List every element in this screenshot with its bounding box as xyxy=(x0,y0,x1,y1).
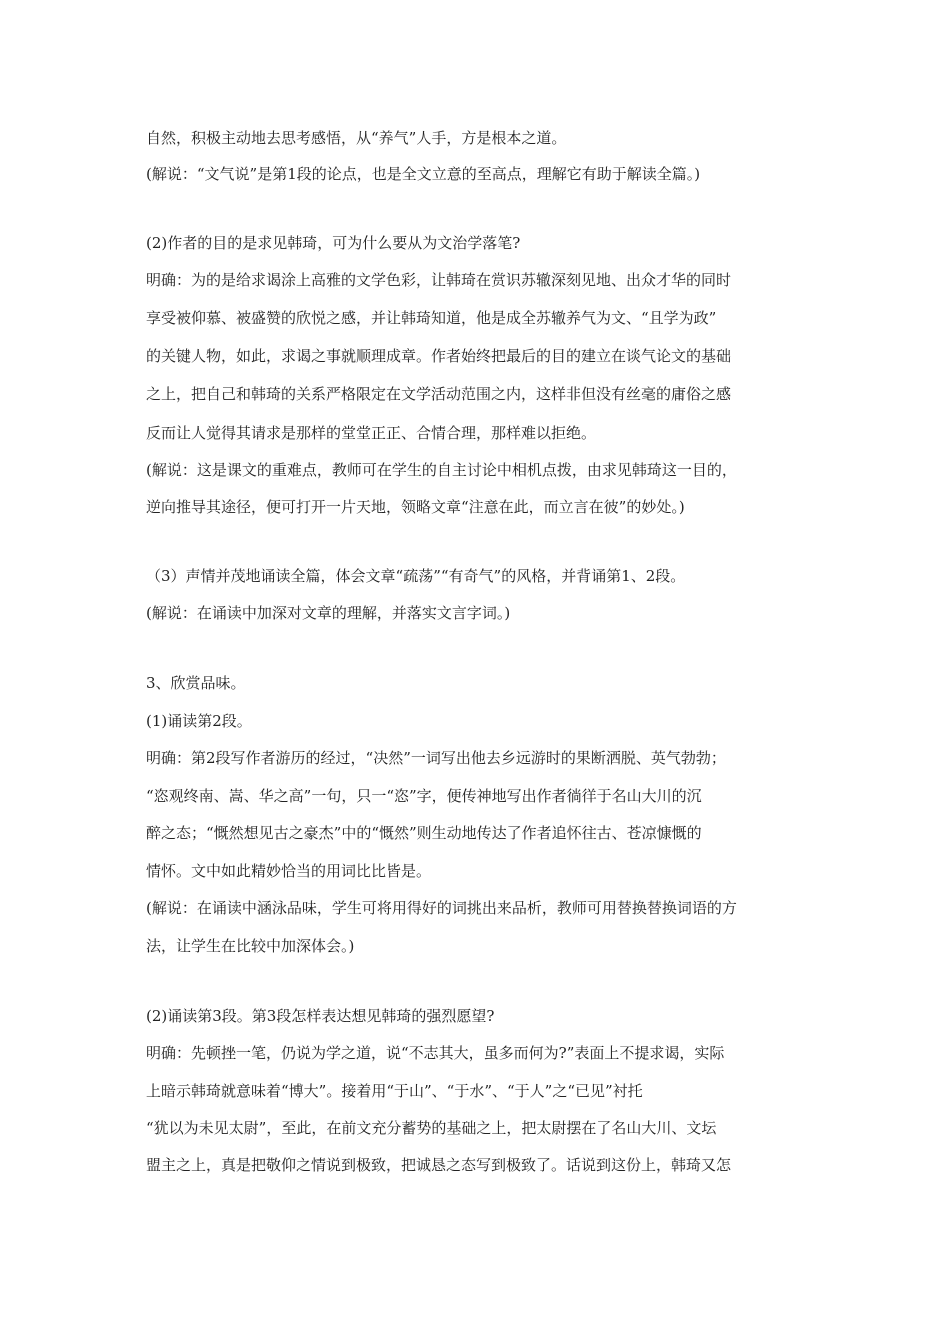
answer-line: 明确：为的是给求谒涂上高雅的文学色彩，让韩琦在赏识苏辙深刻见地、出众才华的同时 xyxy=(146,271,732,289)
answer-line: 反而让人觉得其请求是那样的堂堂正正、合情合理，那样难以拒绝。 xyxy=(146,424,597,442)
answer-line: 的关键人物，如此，求谒之事就顺理成章。作者始终把最后的目的建立在谈气论文的基础 xyxy=(146,347,732,365)
question-line: (2)作者的目的是求见韩琦，可为什么要从为文治学落笔? xyxy=(146,234,521,252)
question-line: （3）声情并茂地诵读全篇，体会文章“疏荡”“有奇气”的风格，并背诵第1、2段。 xyxy=(146,567,686,585)
text-line: 自然，积极主动地去思考感悟，从“养气”人手，方是根本之道。 xyxy=(146,129,567,147)
answer-line: 明确：先顿挫一笔，仍说为学之道，说“不志其大，虽多而何为?”表面上不提求谒，实际 xyxy=(146,1044,725,1062)
answer-line: 上暗示韩琦就意味着“博大”。接着用“于山”、“于水”、“于人”之“已见”衬托 xyxy=(146,1082,643,1100)
commentary-line: (解说：在诵读中加深对文章的理解，并落实文言字词。) xyxy=(146,604,511,622)
section-heading: 3、欣赏品味。 xyxy=(146,674,246,692)
commentary-line: (解说：这是课文的重难点，教师可在学生的自主讨论中相机点拨，由求见韩琦这一目的， xyxy=(146,461,737,479)
answer-line: “犹以为未见太尉”，至此，在前文充分蓄势的基础之上，把太尉摆在了名山大川、文坛 xyxy=(146,1119,717,1137)
answer-line: “恣观终南、嵩、华之高”一句，只一“恣”字，便传神地写出作者徜徉于名山大川的沉 xyxy=(146,787,702,805)
question-line: (2)诵读第3段。第3段怎样表达想见韩琦的强烈愿望? xyxy=(146,1007,495,1025)
commentary-line: (解说：在诵读中涵泳品味，学生可将用得好的词挑出来品析，教师可用替换替换词语的方 xyxy=(146,899,737,917)
answer-line: 享受被仰慕、被盛赞的欣悦之感，并让韩琦知道，他是成全苏辙养气为文、“且学为政” xyxy=(146,309,717,327)
answer-line: 明确：第2段写作者游历的经过，“决然”一词写出他去乡远游时的果断洒脱、英气勃勃； xyxy=(146,749,726,767)
commentary-line: 法，让学生在比较中加深体会。) xyxy=(146,937,355,955)
commentary-line: (解说：“文气说”是第1段的论点，也是全文立意的至高点，理解它有助于解读全篇。) xyxy=(146,165,701,183)
answer-line: 之上，把自己和韩琦的关系严格限定在文学活动范围之内，这样非但没有丝毫的庸俗之感 xyxy=(146,385,732,403)
answer-line: 情怀。文中如此精妙恰当的用词比比皆是。 xyxy=(146,862,432,880)
question-line: (1)诵读第2段。 xyxy=(146,712,252,730)
answer-line: 盟主之上，真是把敬仰之情说到极致，把诚恳之态写到极致了。话说到这份上，韩琦又怎 xyxy=(146,1156,732,1174)
answer-line: 醉之态；“慨然想见古之豪杰”中的“慨然”则生动地传达了作者追怀往古、苍凉慷慨的 xyxy=(146,824,702,842)
commentary-line: 逆向推导其途径，便可打开一片天地，领略文章“注意在此，而立言在彼”的妙处。) xyxy=(146,498,685,516)
